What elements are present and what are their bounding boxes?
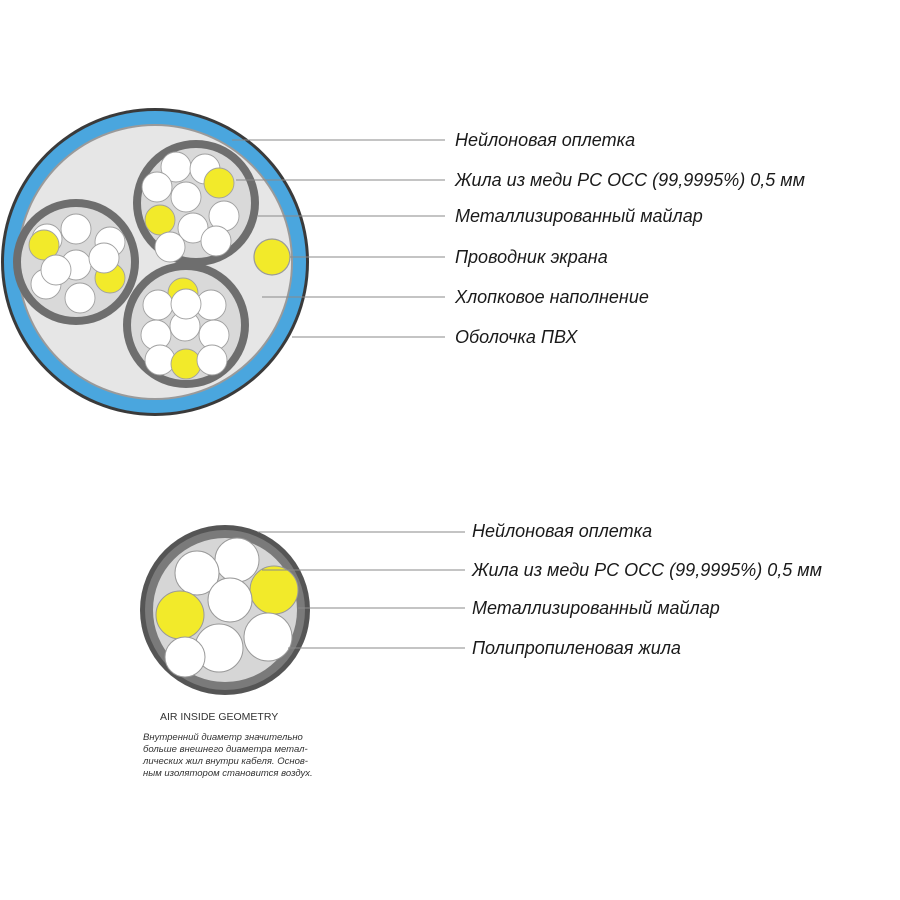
copper-strand [142, 172, 172, 202]
copper-strand [41, 255, 71, 285]
top-labels [454, 130, 805, 347]
copper-strand [171, 182, 201, 212]
label-copper-conductor: Жила из меди PC OCC (99,9995%) 0,5 мм [472, 560, 822, 580]
shield-drain-conductor [254, 239, 290, 275]
polypropylene-strand [208, 578, 252, 622]
copper-strand [143, 290, 173, 320]
conductor-bundle [133, 140, 259, 266]
copper-strand [155, 232, 185, 262]
copper-strand [201, 226, 231, 256]
label-pvc-jacket: Оболочка ПВХ [455, 327, 578, 347]
top-cable-cross-section [1, 108, 309, 416]
copper-strand [171, 289, 201, 319]
polypropylene-strand [244, 613, 292, 661]
caption-line: больше внешнего диаметра метал- [143, 744, 308, 755]
polypropylene-strand [215, 538, 259, 582]
copper-strand [197, 345, 227, 375]
air-inside-geometry-caption [142, 711, 313, 779]
caption-line: лических жил внутри кабеля. Основ- [143, 756, 308, 767]
copper-strand-tinned [250, 566, 298, 614]
caption-title: AIR INSIDE GEOMETRY [160, 711, 279, 723]
bottom-cable-cross-section [140, 525, 310, 695]
conductor-bundle [123, 262, 249, 388]
copper-strand-tinned [145, 205, 175, 235]
label-polypropylene-core: Полипропиленовая жила [472, 638, 681, 658]
label-metallized-mylar: Металлизированный майлар [455, 206, 703, 226]
bottom-labels [471, 521, 822, 658]
caption-line: Внутренний диаметр значительно [143, 732, 303, 743]
copper-strand [61, 214, 91, 244]
label-copper-conductor: Жила из меди PC OCC (99,9995%) 0,5 мм [455, 170, 805, 190]
label-nylon-braid: Нейлоновая оплетка [472, 521, 653, 541]
label-cotton-filler: Хлопковое наполнение [455, 287, 649, 307]
polypropylene-strand [165, 637, 205, 677]
conductor-bundle [13, 199, 139, 325]
copper-strand [89, 243, 119, 273]
label-metallized-mylar: Металлизированный майлар [472, 598, 720, 618]
copper-strand-tinned [171, 349, 201, 379]
caption-line: ным изолятором становится воздух. [143, 768, 313, 779]
label-shield-conductor: Проводник экрана [455, 247, 608, 267]
label-nylon-braid: Нейлоновая оплетка [455, 130, 636, 150]
copper-strand [145, 345, 175, 375]
copper-strand-tinned [204, 168, 234, 198]
copper-strand [65, 283, 95, 313]
copper-strand-tinned [156, 591, 204, 639]
